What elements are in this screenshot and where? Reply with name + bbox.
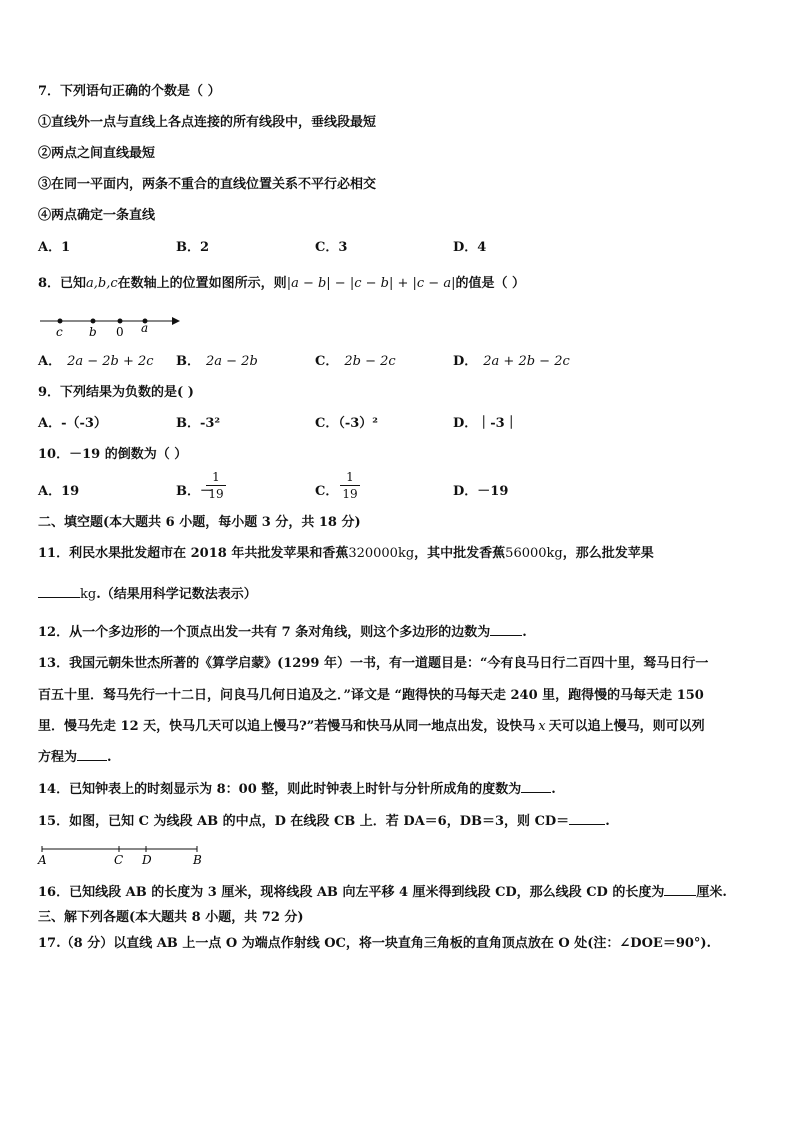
- q12-line: [38, 625, 527, 641]
- q15-point-c: C: [114, 853, 124, 867]
- q13-answer-blank: [77, 760, 107, 761]
- q7-statement-3: ③在同一平面内，两条不重合的直线位置关系不平行必相交: [38, 177, 377, 192]
- q11-text-b: ，其中批发香蕉: [414, 546, 506, 561]
- q8-stem-pre: 8．已知: [38, 276, 87, 291]
- q15-text: 15．如图，已知 C 为线段 AB 的中点，D 在线段 CB 上．若 DA＝6，DB＝3，则 CD＝: [38, 814, 570, 829]
- q9-option-b: B．-3²: [176, 416, 221, 431]
- q8-stem: [38, 276, 525, 292]
- q10-option-c: C．: [315, 484, 339, 499]
- q8-stem-mid: 在数轴上的位置如图所示，则: [117, 276, 287, 291]
- q8-axis-label-b: b: [89, 325, 97, 339]
- q12-answer-blank: [490, 635, 522, 636]
- q13-line-4: [38, 750, 112, 766]
- q10-option-c-denominator: 19: [342, 487, 358, 501]
- q10-option-b-numerator: 1: [212, 470, 220, 484]
- q9-stem: 9．下列结果为负数的是( ): [38, 385, 194, 400]
- q8-expression: |a − b| − |c − b| + |c − a|: [286, 276, 456, 291]
- q11-text-tail: .（结果用科学记数法表示）: [96, 587, 257, 602]
- q10-option-d: D．－19: [453, 484, 509, 499]
- q7-statement-4: ④两点确定一条直线: [38, 208, 156, 223]
- q9-option-a: A．-（-3）: [38, 416, 107, 431]
- q13-line-1: 13．我国元朝朱世杰所著的《算学启蒙》(1299 年）一书，有一道题目是：“今有良马日行二百四十里，驽马日行一: [38, 656, 709, 671]
- q11-unit: kg: [80, 587, 97, 602]
- q8-option-b-letter: B．: [176, 354, 200, 369]
- q13-text-b: 天可以追上慢马，则可以列: [548, 719, 705, 734]
- q10-option-b: B．－: [176, 484, 213, 499]
- q13-line-3: [38, 719, 705, 735]
- q15-end: .: [605, 814, 610, 829]
- q8-option-a-expr: 2a − 2b + 2c: [67, 354, 154, 369]
- q7-statement-2: ②两点之间直线最短: [38, 146, 156, 161]
- q16-text: 16．已知线段 AB 的长度为 3 厘米，现将线段 AB 向左平移 4 厘米得到线段 CD，那么线段 CD 的长度为: [38, 885, 665, 900]
- q10-option-b-fraction: [206, 470, 226, 501]
- q8-number-line: [36, 310, 186, 340]
- q12-end: .: [522, 625, 527, 640]
- q11-answer-blank: [38, 597, 80, 598]
- q15-point-d: D: [142, 853, 152, 867]
- q8-option-b-expr: 2a − 2b: [206, 354, 258, 369]
- q7-option-b: B．2: [176, 240, 210, 255]
- section-3-heading: 三、解下列各题(本大题共 8 小题，共 72 分): [38, 910, 304, 925]
- q14-text: 14．已知钟表上的时刻显示为 8：00 整，则此时钟表上时针与分针所成角的度数为: [38, 782, 522, 797]
- q8-option-d-expr: 2a + 2b − 2c: [483, 354, 570, 369]
- q14-answer-blank: [521, 792, 551, 793]
- q17-line: 17.（8 分）以直线 AB 上一点 O 为端点作射线 OC，将一块直角三角板的直角顶点放在 O 处(注：∠DOE＝90°).: [38, 936, 712, 951]
- q13-text-c: 方程为: [38, 750, 78, 765]
- q11-value-2: 56000kg: [505, 546, 563, 561]
- q10-option-c-numerator: 1: [346, 470, 354, 484]
- q9-option-c: C．（-3）²: [315, 416, 378, 431]
- q8-option-a-letter: A．: [38, 354, 62, 369]
- q8-option-a: [38, 354, 154, 370]
- q8-option-d-letter: D．: [453, 354, 478, 369]
- q8-option-d: [453, 354, 570, 370]
- q7-stem: 7．下列语句正确的个数是（ ）: [38, 84, 221, 99]
- q8-axis-label-c: c: [56, 325, 63, 339]
- q8-vars: a,b,c: [86, 276, 118, 291]
- q8-option-c-letter: C．: [315, 354, 339, 369]
- q10-option-a: A．19: [38, 484, 80, 499]
- q7-statement-1: ①直线外一点与直线上各点连接的所有线段中，垂线段最短: [38, 115, 377, 130]
- q11-text-c: ，那么批发苹果: [562, 546, 654, 561]
- q15-point-b: B: [193, 853, 202, 867]
- q11-value-1: 320000kg: [348, 546, 415, 561]
- q7-option-a: A．1: [38, 240, 71, 255]
- q16-answer-blank: [664, 895, 696, 896]
- q15-point-a: A: [38, 853, 47, 867]
- q14-line: [38, 782, 556, 798]
- q10-option-c-fraction: [340, 470, 360, 501]
- q8-axis-label-a: a: [141, 321, 149, 335]
- q15-segment-figure: [36, 843, 211, 868]
- q11-line-2: [38, 587, 257, 603]
- q10-stem: 10．－19 的倒数为（ ）: [38, 447, 188, 462]
- q10-option-b-denominator: 19: [208, 487, 224, 501]
- q8-option-b: [176, 354, 258, 370]
- q12-text: 12．从一个多边形的一个顶点出发一共有 7 条对角线，则这个多边形的边数为: [38, 625, 491, 640]
- q8-option-c: [315, 354, 396, 370]
- q16-end: 厘米.: [696, 885, 727, 900]
- q16-line: [38, 885, 727, 901]
- q13-variable-x: x: [538, 719, 546, 734]
- q13-text-a: 里．慢马先走 12 天，快马几天可以追上慢马?”若慢马和快马从同一地点出发，设快马: [38, 719, 536, 734]
- q8-stem-post: 的值是（ ）: [455, 276, 525, 291]
- q8-axis-label-0: 0: [116, 325, 124, 339]
- q7-option-c: C．3: [315, 240, 348, 255]
- section-2-heading: 二、填空题(本大题共 6 小题，每小题 3 分，共 18 分): [38, 515, 361, 530]
- q14-end: .: [551, 782, 556, 797]
- q11-line-1: [38, 546, 654, 562]
- q8-option-c-expr: 2b − 2c: [344, 354, 396, 369]
- q15-answer-blank: [569, 824, 605, 825]
- q11-text-a: 11．利民水果批发超市在 2018 年共批发苹果和香蕉: [38, 546, 349, 561]
- q9-option-d: D．｜-3｜: [453, 416, 518, 431]
- q15-line: [38, 814, 610, 830]
- q13-end: .: [107, 750, 112, 765]
- q7-option-d: D．4: [453, 240, 487, 255]
- q13-line-2: 百五十里．驽马先行一十二日，问良马几何日追及之．”译文是 “跑得快的马每天走 240 里，跑得慢的马每天走 150: [38, 688, 704, 703]
